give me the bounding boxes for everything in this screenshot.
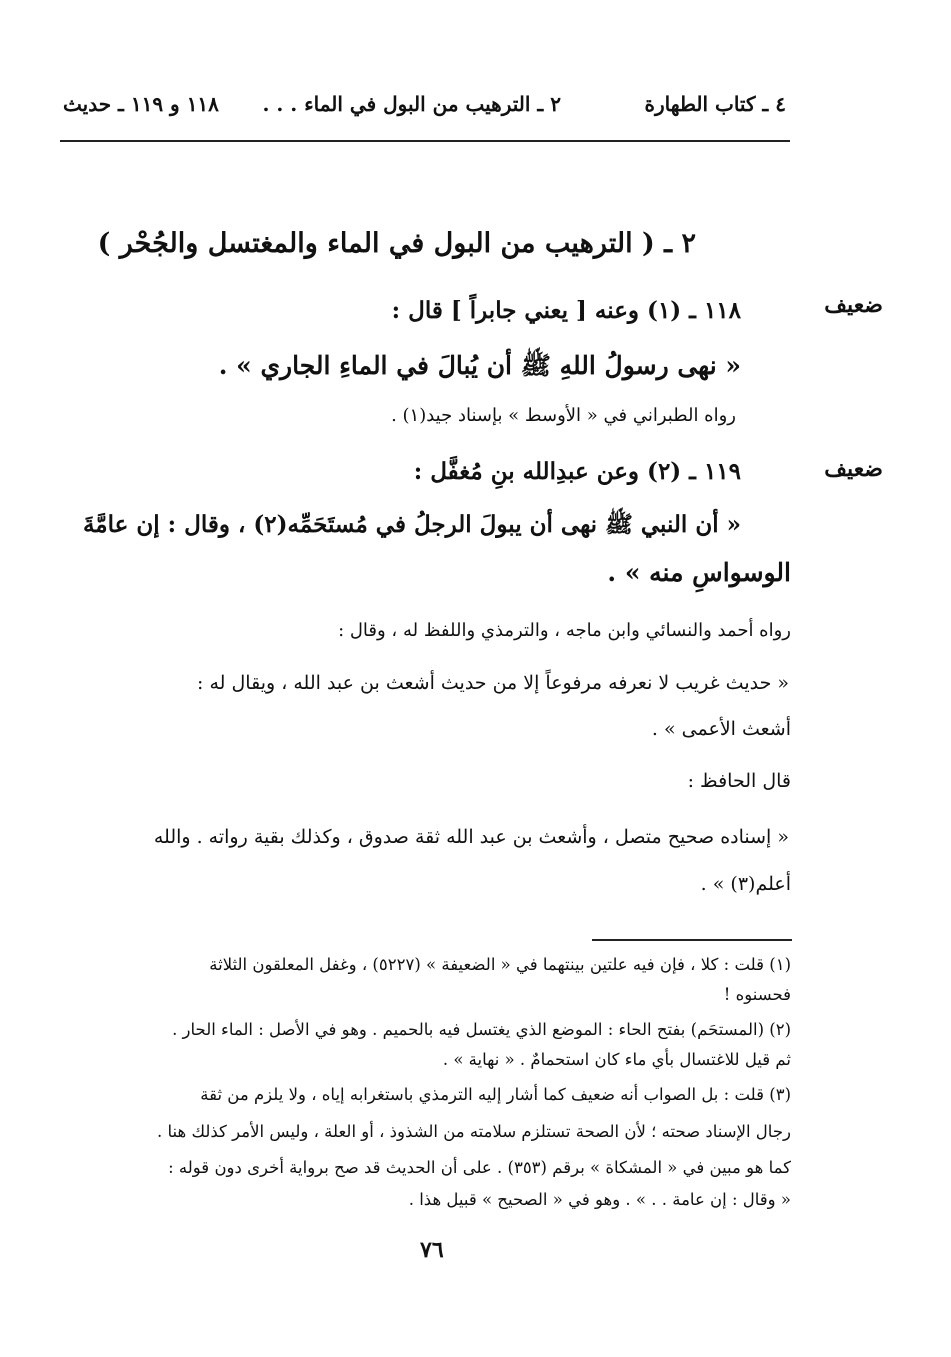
hadith-119-text-line2: الوسواسِ منه » .: [607, 558, 791, 587]
footnote-2-line1: (٢) (المستحَم) بفتح الحاء : الموضع الذي يغتسل فيه بالحميم . وهو في الأصل : الماء الحار .: [172, 1020, 791, 1039]
footnote-2-line2: ثم قيل للاغتسال بأي ماء كان استحمامٌ . « نهاية » .: [442, 1050, 791, 1069]
header-hadith-range: ١١٨ و ١١٩ ـ حديث: [63, 92, 219, 116]
footnote-3-line3: كما هو مبين في « المشكاة » برقم (٣٥٣) . على أن الحديث قد صح برواية أخرى دون قوله :: [168, 1158, 791, 1177]
header-chapter: ٤ ـ كتاب الطهارة: [644, 92, 786, 116]
grade-label-118: ضعيف: [824, 292, 883, 318]
footnote-divider: [592, 939, 792, 941]
hafiz-comment-line1: « إسناده صحيح متصل ، وأشعث بن عبد الله ثقة صدوق ، وكذلك بقية رواته . والله: [153, 826, 789, 848]
footnote-3-line4: « وقال : إن عامة . . » . وهو في « الصحيح » قبيل هذا .: [408, 1190, 791, 1209]
grade-label-119: ضعيف: [824, 456, 883, 482]
hadith-118-source: رواه الطبراني في « الأوسط » بإسناد جيد(١) .: [391, 405, 736, 426]
hadith-119-text-line1: « أن النبي ﷺ نهى أن يبولَ الرجلُ في مُستَحَمِّه(٢) ، وقال : إن عامَّةَ: [82, 511, 741, 538]
footnote-1-line1: (١) قلت : كلا ، فإن فيه علتين بينتهما في « الضعيفة » (٥٢٢٧) ، وغفل المعلقون الثلاثة: [209, 955, 791, 974]
hadith-119-intro: ١١٩ ـ (٢) وعن عبدِالله بنِ مُغفَّل :: [413, 458, 741, 485]
header-divider: [60, 140, 790, 142]
hadith-118-text: « نهى رسولُ اللهِ ﷺ أن يُبالَ في الماءِ الجاري » .: [218, 351, 741, 380]
hadith-118-intro: ١١٨ ـ (١) وعنه [ يعني جابراً ] قال :: [391, 297, 741, 324]
header-section: ٢ ـ الترهيب من البول في الماء . . .: [262, 92, 561, 116]
footnote-1-line2: فحسنوه !: [723, 985, 791, 1004]
hafiz-intro: قال الحافظ :: [687, 770, 791, 792]
tirmidhi-comment-line1: « حديث غريب لا نعرفه مرفوعاً إلا من حديث أشعث بن عبد الله ، ويقال له :: [197, 672, 789, 694]
footnote-3-line2: رجال الإسناد صحته ؛ لأن الصحة تستلزم سلامته من الشذوذ ، أو العلة ، وليس الأمر كذلك هنا .: [157, 1122, 791, 1141]
tirmidhi-comment-line2: أشعث الأعمى » .: [651, 718, 791, 740]
section-title: ٢ ـ ( الترهيب من البول في الماء والمغتسل والجُحْر ): [97, 228, 696, 259]
page-number: ٧٦: [420, 1237, 444, 1263]
footnote-3-line1: (٣) قلت : بل الصواب أنه ضعيف كما أشار إليه الترمذي باستغرابه إياه ، ولا يلزم من ثقة: [200, 1085, 791, 1104]
hadith-119-source: رواه أحمد والنسائي وابن ماجه ، والترمذي واللفظ له ، وقال :: [338, 620, 791, 641]
hafiz-comment-line2: أعلم(٣) » .: [700, 873, 791, 895]
